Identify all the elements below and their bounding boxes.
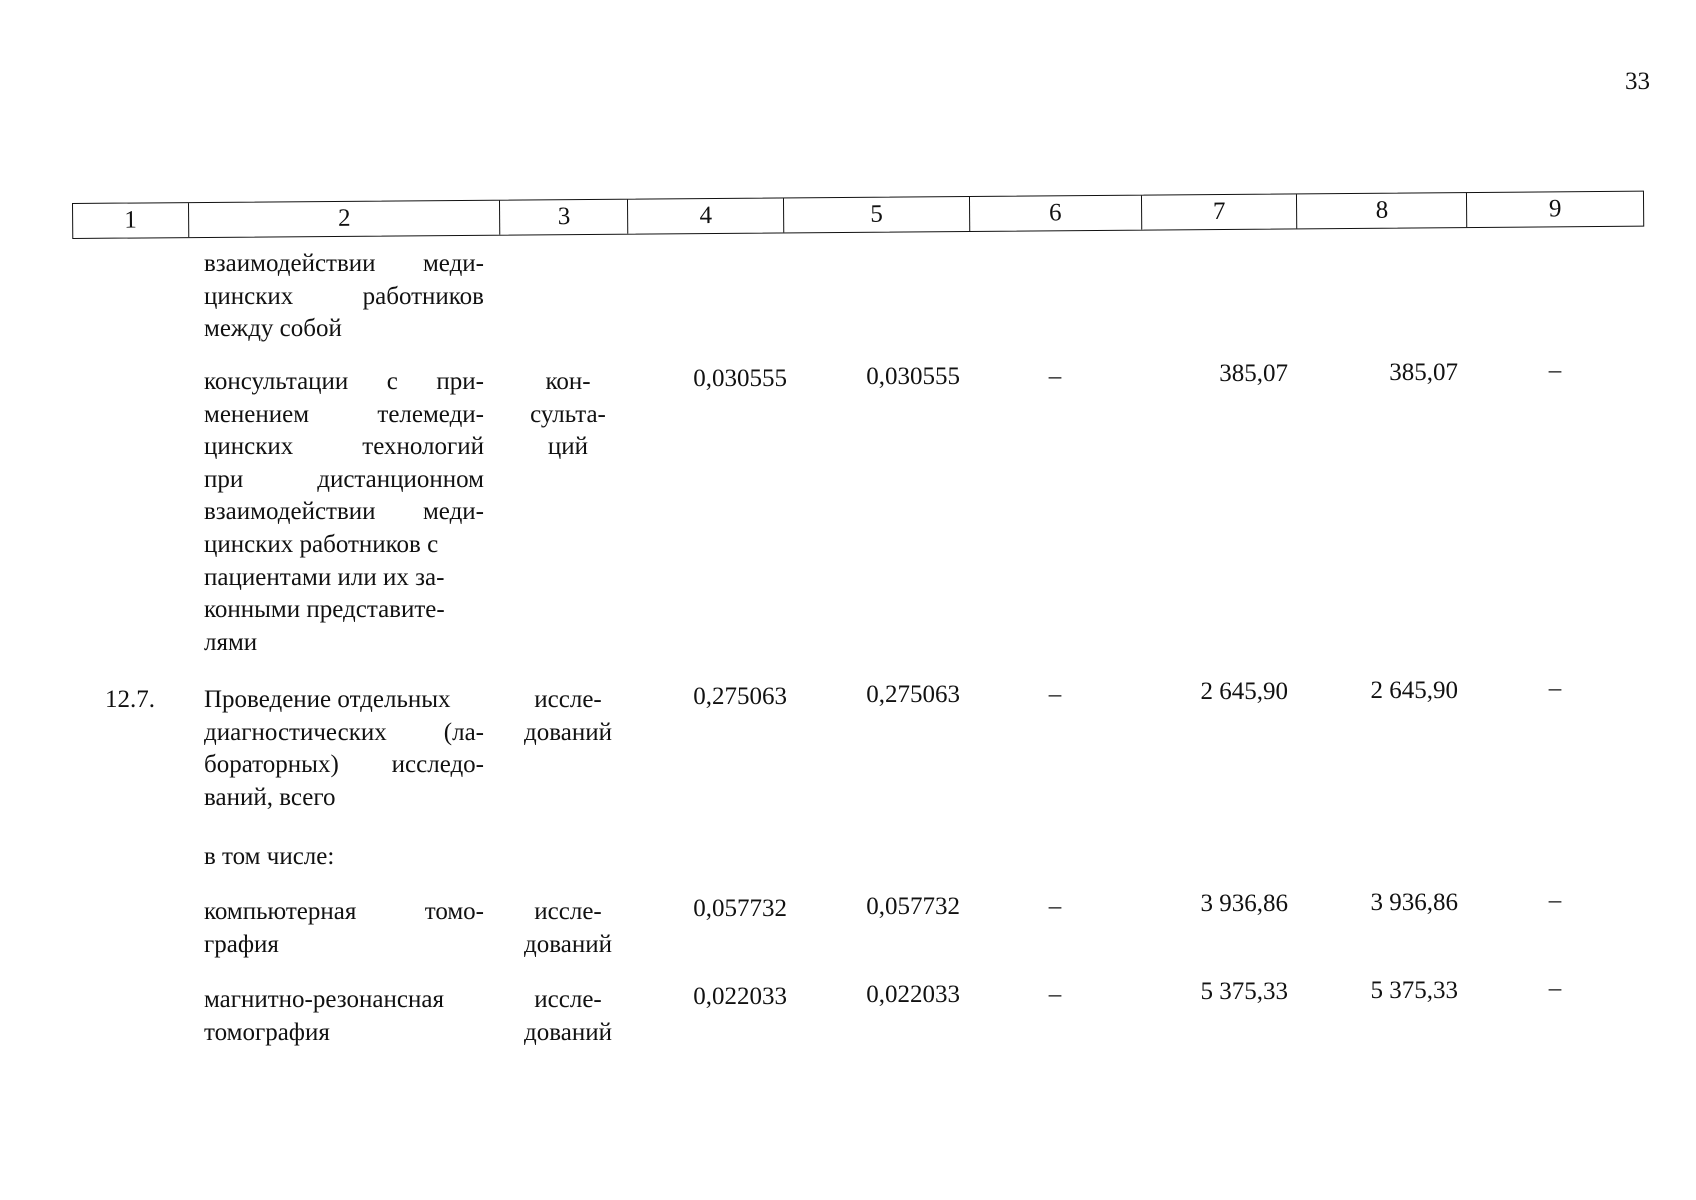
column-header-1: 1 [73,203,189,238]
word: бораторных) [204,751,339,779]
word: меди- [422,498,484,526]
value-cell-col7: 2 645,90 [1200,678,1288,705]
text-line [204,281,484,314]
word: конными представите- [204,596,445,624]
column-header-7: 7 [1142,194,1298,229]
text-line [204,984,484,1017]
value-cell-col5: 0,030555 [866,363,960,390]
value-cell-col5: 0,057732 [866,893,960,920]
text-line [204,529,484,562]
text-line [204,594,484,627]
unit-line: сульта- [530,400,606,428]
column-header-6: 6 [970,196,1142,231]
service-name-cell [204,841,484,874]
word: менением [204,400,310,428]
text-line [204,929,484,962]
word: при [204,465,244,493]
text-line [204,684,484,717]
word: томография [204,1018,330,1046]
text-line [204,248,484,281]
text-line [204,782,484,815]
column-header-2: 2 [189,201,501,237]
text-line [204,1017,484,1050]
word: (ла- [443,718,484,746]
word: телемеди- [377,400,484,428]
unit-line: кон- [545,368,591,395]
value-cell-col9: – [1548,887,1562,914]
word: цинских работников с [204,530,439,558]
word: в том числе: [204,843,335,870]
column-header-4: 4 [628,198,784,233]
word: консультации [204,368,349,395]
unit-cell [508,366,628,464]
text-line [204,841,484,874]
text-line [204,464,484,497]
value-cell-col7: 5 375,33 [1200,978,1288,1005]
value-cell-col9: – [1548,357,1562,384]
word: пациентами или их за- [204,563,445,591]
value-cell-col7: 3 936,86 [1200,890,1288,917]
text-line [204,896,484,929]
service-name-cell [204,984,484,1049]
value-cell-col9: – [1548,675,1562,702]
unit-cell [508,984,628,1049]
word: Проведение отдельных [204,686,451,713]
word: цинских [204,282,294,310]
word: магнитно-резонансная [204,986,444,1013]
row-number-cell: 12.7. [105,686,155,713]
word: дистанционном [317,465,484,493]
word: ваний, всего [204,783,336,811]
unit-line: дований [524,1018,612,1046]
word: взаимодействии [204,250,376,277]
word: работников [362,282,484,310]
service-name-cell [204,896,484,961]
value-cell-col8: 2 645,90 [1370,677,1458,704]
text-line [204,749,484,782]
value-cell-col4: 0,030555 [693,365,787,392]
word: томо- [424,898,484,925]
value-cell-col6: – [1048,363,1062,390]
unit-cell [508,896,628,961]
column-header-5: 5 [784,197,970,232]
word: исследо- [391,751,484,779]
text-line [204,313,484,346]
value-cell-col6: – [1048,893,1062,920]
value-cell-col6: – [1048,681,1062,708]
value-cell-col9: – [1548,975,1562,1002]
page-number: 33 [1625,68,1650,95]
unit-line: дований [524,930,612,958]
value-cell-col4: 0,022033 [693,983,787,1010]
column-header-3: 3 [500,200,628,235]
word: графия [204,930,279,958]
word: технологий [362,433,484,461]
value-cell-col4: 0,275063 [693,683,787,710]
table-header-row [72,191,1644,239]
value-cell-col7: 385,07 [1219,360,1288,387]
text-line [204,366,484,399]
unit-line: иссле- [534,686,602,713]
word: лями [204,628,258,656]
value-cell-col8: 5 375,33 [1370,977,1458,1004]
word: при- [436,368,484,395]
value-cell-col4: 0,057732 [693,895,787,922]
word: меди- [422,250,484,277]
text-line [204,431,484,464]
text-line [204,496,484,529]
unit-line: дований [524,718,612,746]
text-line [204,399,484,432]
value-cell-col5: 0,022033 [866,981,960,1008]
service-name-cell [204,684,484,814]
word: диагностических [204,718,387,746]
word: компьютерная [204,898,357,925]
value-cell-col8: 3 936,86 [1370,889,1458,916]
word: с [386,368,398,395]
value-cell-col8: 385,07 [1389,359,1458,386]
service-name-cell [204,366,484,659]
column-header-8: 8 [1297,193,1467,228]
word: цинских [204,433,294,461]
word: между собой [204,315,342,343]
column-header-9: 9 [1548,195,1562,223]
text-line [204,562,484,595]
text-line [204,717,484,750]
value-cell-col5: 0,275063 [866,681,960,708]
value-cell-col6: – [1048,981,1062,1008]
service-name-cell [204,248,484,346]
text-line [204,627,484,660]
unit-line: ций [547,433,589,461]
unit-line: иссле- [534,898,602,925]
unit-line: иссле- [534,986,602,1013]
unit-cell [508,684,628,749]
word: взаимодействии [204,498,376,526]
